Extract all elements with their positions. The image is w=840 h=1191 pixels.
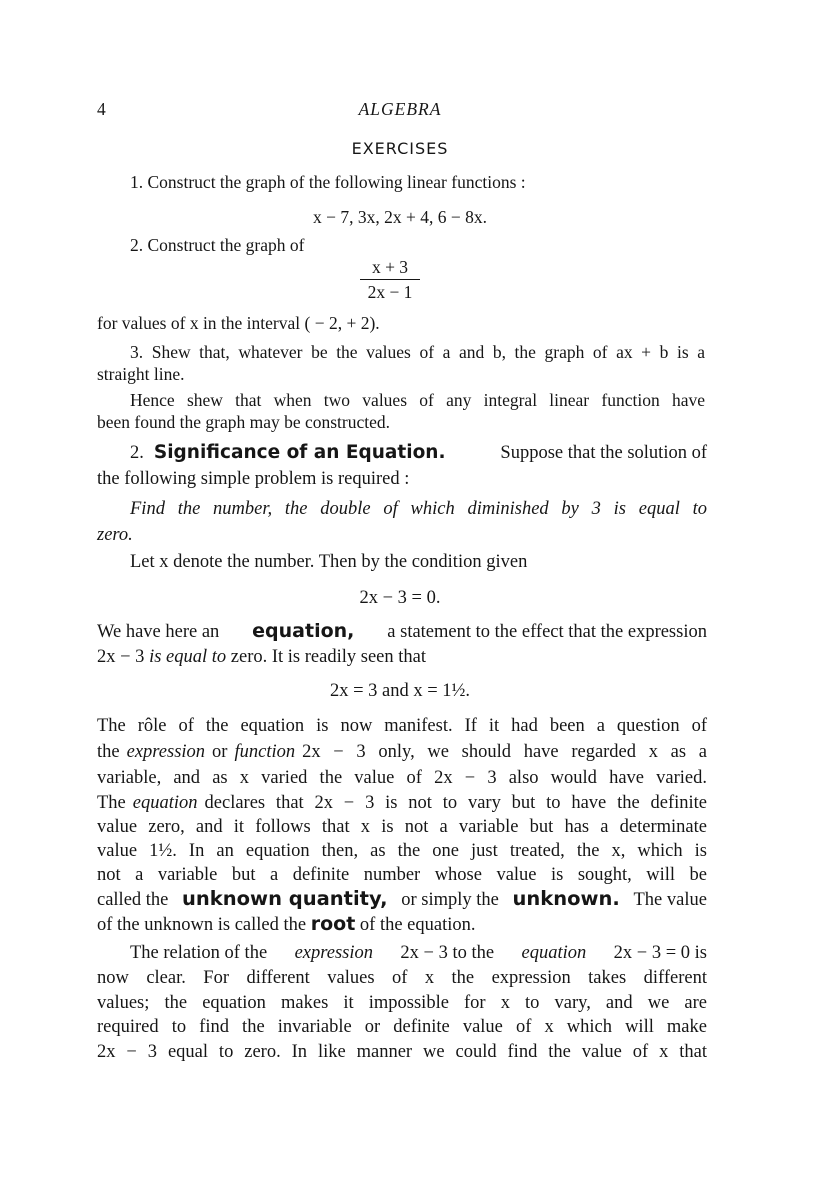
p4-line-2-expression: expression bbox=[126, 742, 206, 762]
p5-line-4: required to find the invariable or definite value of x which will make bbox=[97, 1017, 707, 1037]
term-unknown: unknown. bbox=[512, 887, 620, 910]
problem-line-1: Find the number, the double of which diminished by 3 is equal to bbox=[130, 499, 707, 519]
p4-line-2-a: the bbox=[97, 742, 120, 762]
functions-list: x − 7, 3x, 2x + 4, 6 − 8x. bbox=[313, 207, 487, 227]
section-heading-line bbox=[97, 440, 707, 466]
page-number: 4 bbox=[97, 99, 106, 119]
exercise-1 bbox=[130, 170, 526, 195]
p4-line-5: value zero, and it follows that x is not a variable but has a determinate bbox=[97, 817, 707, 837]
fraction-bar bbox=[360, 279, 420, 280]
fraction-numerator: x + 3 bbox=[371, 257, 409, 277]
p5-line-1 bbox=[130, 940, 707, 966]
let-x-paragraph: Let x denote the number. Then by the condition given bbox=[130, 552, 528, 572]
p5-line-3: values; the equation makes it impossible for x to vary, and we are bbox=[97, 993, 707, 1013]
term-unknown-quantity: unknown quantity, bbox=[182, 887, 388, 910]
section-intro-line-2: the following simple problem is required : bbox=[97, 469, 410, 489]
section-intro-rest: Suppose that the solution of bbox=[500, 443, 707, 463]
p4-line-2 bbox=[97, 739, 707, 765]
exercise-1-number: 1. bbox=[130, 172, 144, 192]
p4-line-9-a: of the unknown is called the bbox=[97, 915, 307, 935]
exercise-note-line-1: Hence shew that when two values of any integral linear function have bbox=[130, 390, 705, 410]
exercise-3-line-1: 3. Shew that, whatever be the values of a and b, the graph of ax + b is a bbox=[130, 342, 705, 362]
p4-line-2-c: 2x − 3 only, we should have regarded x as a bbox=[302, 742, 707, 762]
p4-line-4-a: The bbox=[97, 793, 126, 813]
exercise-2-continuation: for values of x in the interval ( − 2, + 2). bbox=[97, 313, 380, 333]
exercise-2-text: Construct the graph of bbox=[147, 235, 305, 255]
p4-line-2-function: function bbox=[234, 742, 296, 762]
p4-line-9 bbox=[97, 911, 476, 938]
p4-line-4 bbox=[97, 790, 707, 816]
p5-line-1-equation: equation bbox=[521, 943, 587, 963]
p4-line-2-or: or bbox=[212, 742, 228, 762]
p4-line-8 bbox=[97, 886, 707, 913]
p4-line-9-b: of the equation. bbox=[359, 915, 476, 935]
p4-line-1: The rôle of the equation is now manifest. If it had been a question of bbox=[97, 716, 707, 736]
exercise-2 bbox=[130, 233, 304, 258]
p4-line-4-equation: equation bbox=[132, 793, 198, 813]
p4-line-3: variable, and as x varied the value of 2x − 3 also would have varied. bbox=[97, 768, 707, 788]
problem-line-2: zero. bbox=[97, 525, 133, 545]
running-title: ALGEBRA bbox=[358, 99, 442, 119]
exercise-2-number: 2. bbox=[130, 235, 144, 255]
section-number: 2. bbox=[130, 443, 144, 463]
p3-line-1-b: a statement to the effect that the expression bbox=[387, 622, 707, 642]
term-equation: equation, bbox=[252, 620, 355, 642]
exercise-1-text: Construct the graph of the following linear functions : bbox=[147, 172, 526, 192]
p5-line-5: 2x − 3 equal to zero. In like manner we could find the value of x that bbox=[97, 1042, 707, 1062]
section-title: Significance of an Equation. bbox=[153, 442, 446, 463]
p4-line-6: value 1½. In an equation then, as the one just treated, the x, which is bbox=[97, 841, 707, 861]
fraction bbox=[360, 256, 420, 303]
p4-line-4-b: declares that 2x − 3 is not to vary but to have the definite bbox=[204, 793, 707, 813]
p5-line-1-b: 2x − 3 to the bbox=[400, 943, 495, 963]
p3-line-2 bbox=[97, 644, 426, 670]
exercise-note-line-2: been found the graph may be constructed. bbox=[97, 412, 391, 432]
term-root: root bbox=[310, 913, 356, 935]
exercise-3-line-2: straight line. bbox=[97, 364, 185, 384]
equation-2: 2x = 3 and x = 1½. bbox=[329, 681, 471, 701]
p5-line-1-c: 2x − 3 = 0 is bbox=[613, 943, 707, 963]
exercises-heading: EXERCISES bbox=[351, 139, 449, 158]
p3-line-1-a: We have here an bbox=[97, 622, 220, 642]
p4-line-8-a: called the bbox=[97, 890, 169, 910]
fraction-denominator: 2x − 1 bbox=[367, 282, 413, 302]
p3-line-2-italic: is equal to bbox=[149, 647, 227, 667]
p5-line-1-a: The relation of the bbox=[130, 943, 268, 963]
p4-line-8-b: or simply the bbox=[401, 890, 499, 910]
p5-line-1-expression: expression bbox=[294, 943, 373, 963]
p3-line-1 bbox=[97, 618, 707, 645]
p4-line-7: not a variable but a definite number whose value is sought, will be bbox=[97, 865, 707, 885]
equation-1: 2x − 3 = 0. bbox=[359, 588, 441, 608]
p3-line-2-b: zero. It is readily seen that bbox=[230, 647, 426, 667]
p5-line-2: now clear. For different values of x the expression takes different bbox=[97, 968, 707, 988]
p3-line-2-a: 2x − 3 bbox=[97, 647, 145, 667]
p4-line-8-c: The value bbox=[633, 890, 707, 910]
